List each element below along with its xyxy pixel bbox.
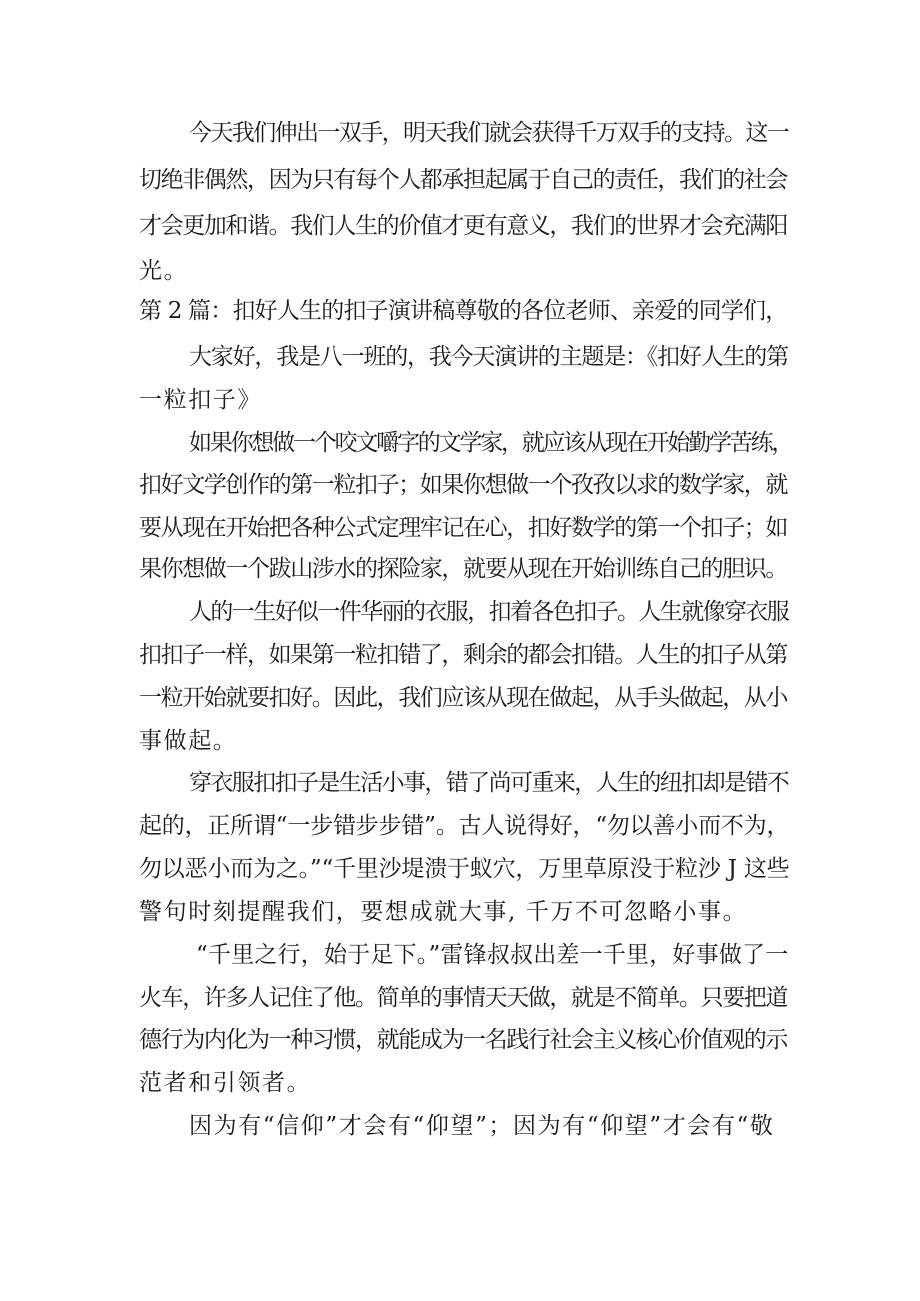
text-line: 一粒扣子》 — [139, 387, 262, 413]
text-line: 扣扣子一样，如果第一粒扣错了，剩余的都会扣错。人生的扣子从第 — [139, 642, 788, 668]
text-line: 德行为内化为一种习惯，就能成为一名践行社会主义核心价值观的示 — [139, 1027, 788, 1053]
text-line: 穿衣服扣扣子是生活小事，错了尚可重来，人生的纽扣却是错不 — [189, 770, 789, 796]
text-line: 事做起。 — [139, 728, 238, 754]
text-line: 一粒开始就要扣好。因此，我们应该从现在做起，从手头做起，从小 — [139, 685, 788, 711]
text-line: 如果你想做一个咬文嚼字的文学家，就应该从现在开始勤学苦练， — [189, 430, 793, 456]
text-line: 扣好文学创作的第一粒扣子；如果你想做一个孜孜以求的数学家，就 — [139, 472, 788, 498]
section-heading: 第 2 篇：扣好人生的扣子演讲稿尊敬的各位老师、亲爱的同学们， — [139, 298, 788, 324]
text-line: 起的，正所谓“一步错步步错”。古人说得好，“勿以善小而不为， — [139, 813, 790, 839]
text-line: 切绝非偶然，因为只有每个人都承担起属于自己的责任，我们的社会 — [139, 167, 788, 193]
text-line: 范者和引领者。 — [139, 1070, 312, 1096]
text-line: 要从现在开始把各种公式定理牢记在心，扣好数学的第一个扣子；如 — [139, 515, 788, 541]
text-line: 因为有“信仰”才会有“仰望”；因为有“仰望”才会有“敬 — [189, 1113, 775, 1139]
text-line: 勿以恶小而为之。”“千里沙堤溃于蚁穴，万里草原没于粒沙 J 这些 — [139, 856, 790, 882]
text-line: “千里之行，始于足下。”雷锋叔叔出差一千里，好事做了一 — [196, 942, 789, 968]
text-line: 火车，许多人记住了他。简单的事情天天做，就是不简单。只要把道 — [139, 985, 788, 1011]
text-line: 警句时刻提醒我们，要想成就大事, 千万不可忽略小事。 — [139, 899, 748, 925]
text-line: 人的一生好似一件华丽的衣服，扣着各色扣子。人生就像穿衣服 — [189, 599, 789, 625]
text-line: 光。 — [139, 258, 189, 284]
text-line: 才会更加和谐。我们人生的价值才更有意义，我们的世界才会充满阳 — [139, 213, 788, 239]
text-line: 果你想做一个跋山涉水的探险家，就要从现在开始训练自己的胆识。 — [139, 556, 788, 582]
text-line: 今天我们伸出一双手，明天我们就会获得千万双手的支持。这一 — [189, 120, 789, 146]
text-line: 大家好，我是八一班的，我今天演讲的主题是：《扣好人生的第 — [189, 344, 788, 370]
